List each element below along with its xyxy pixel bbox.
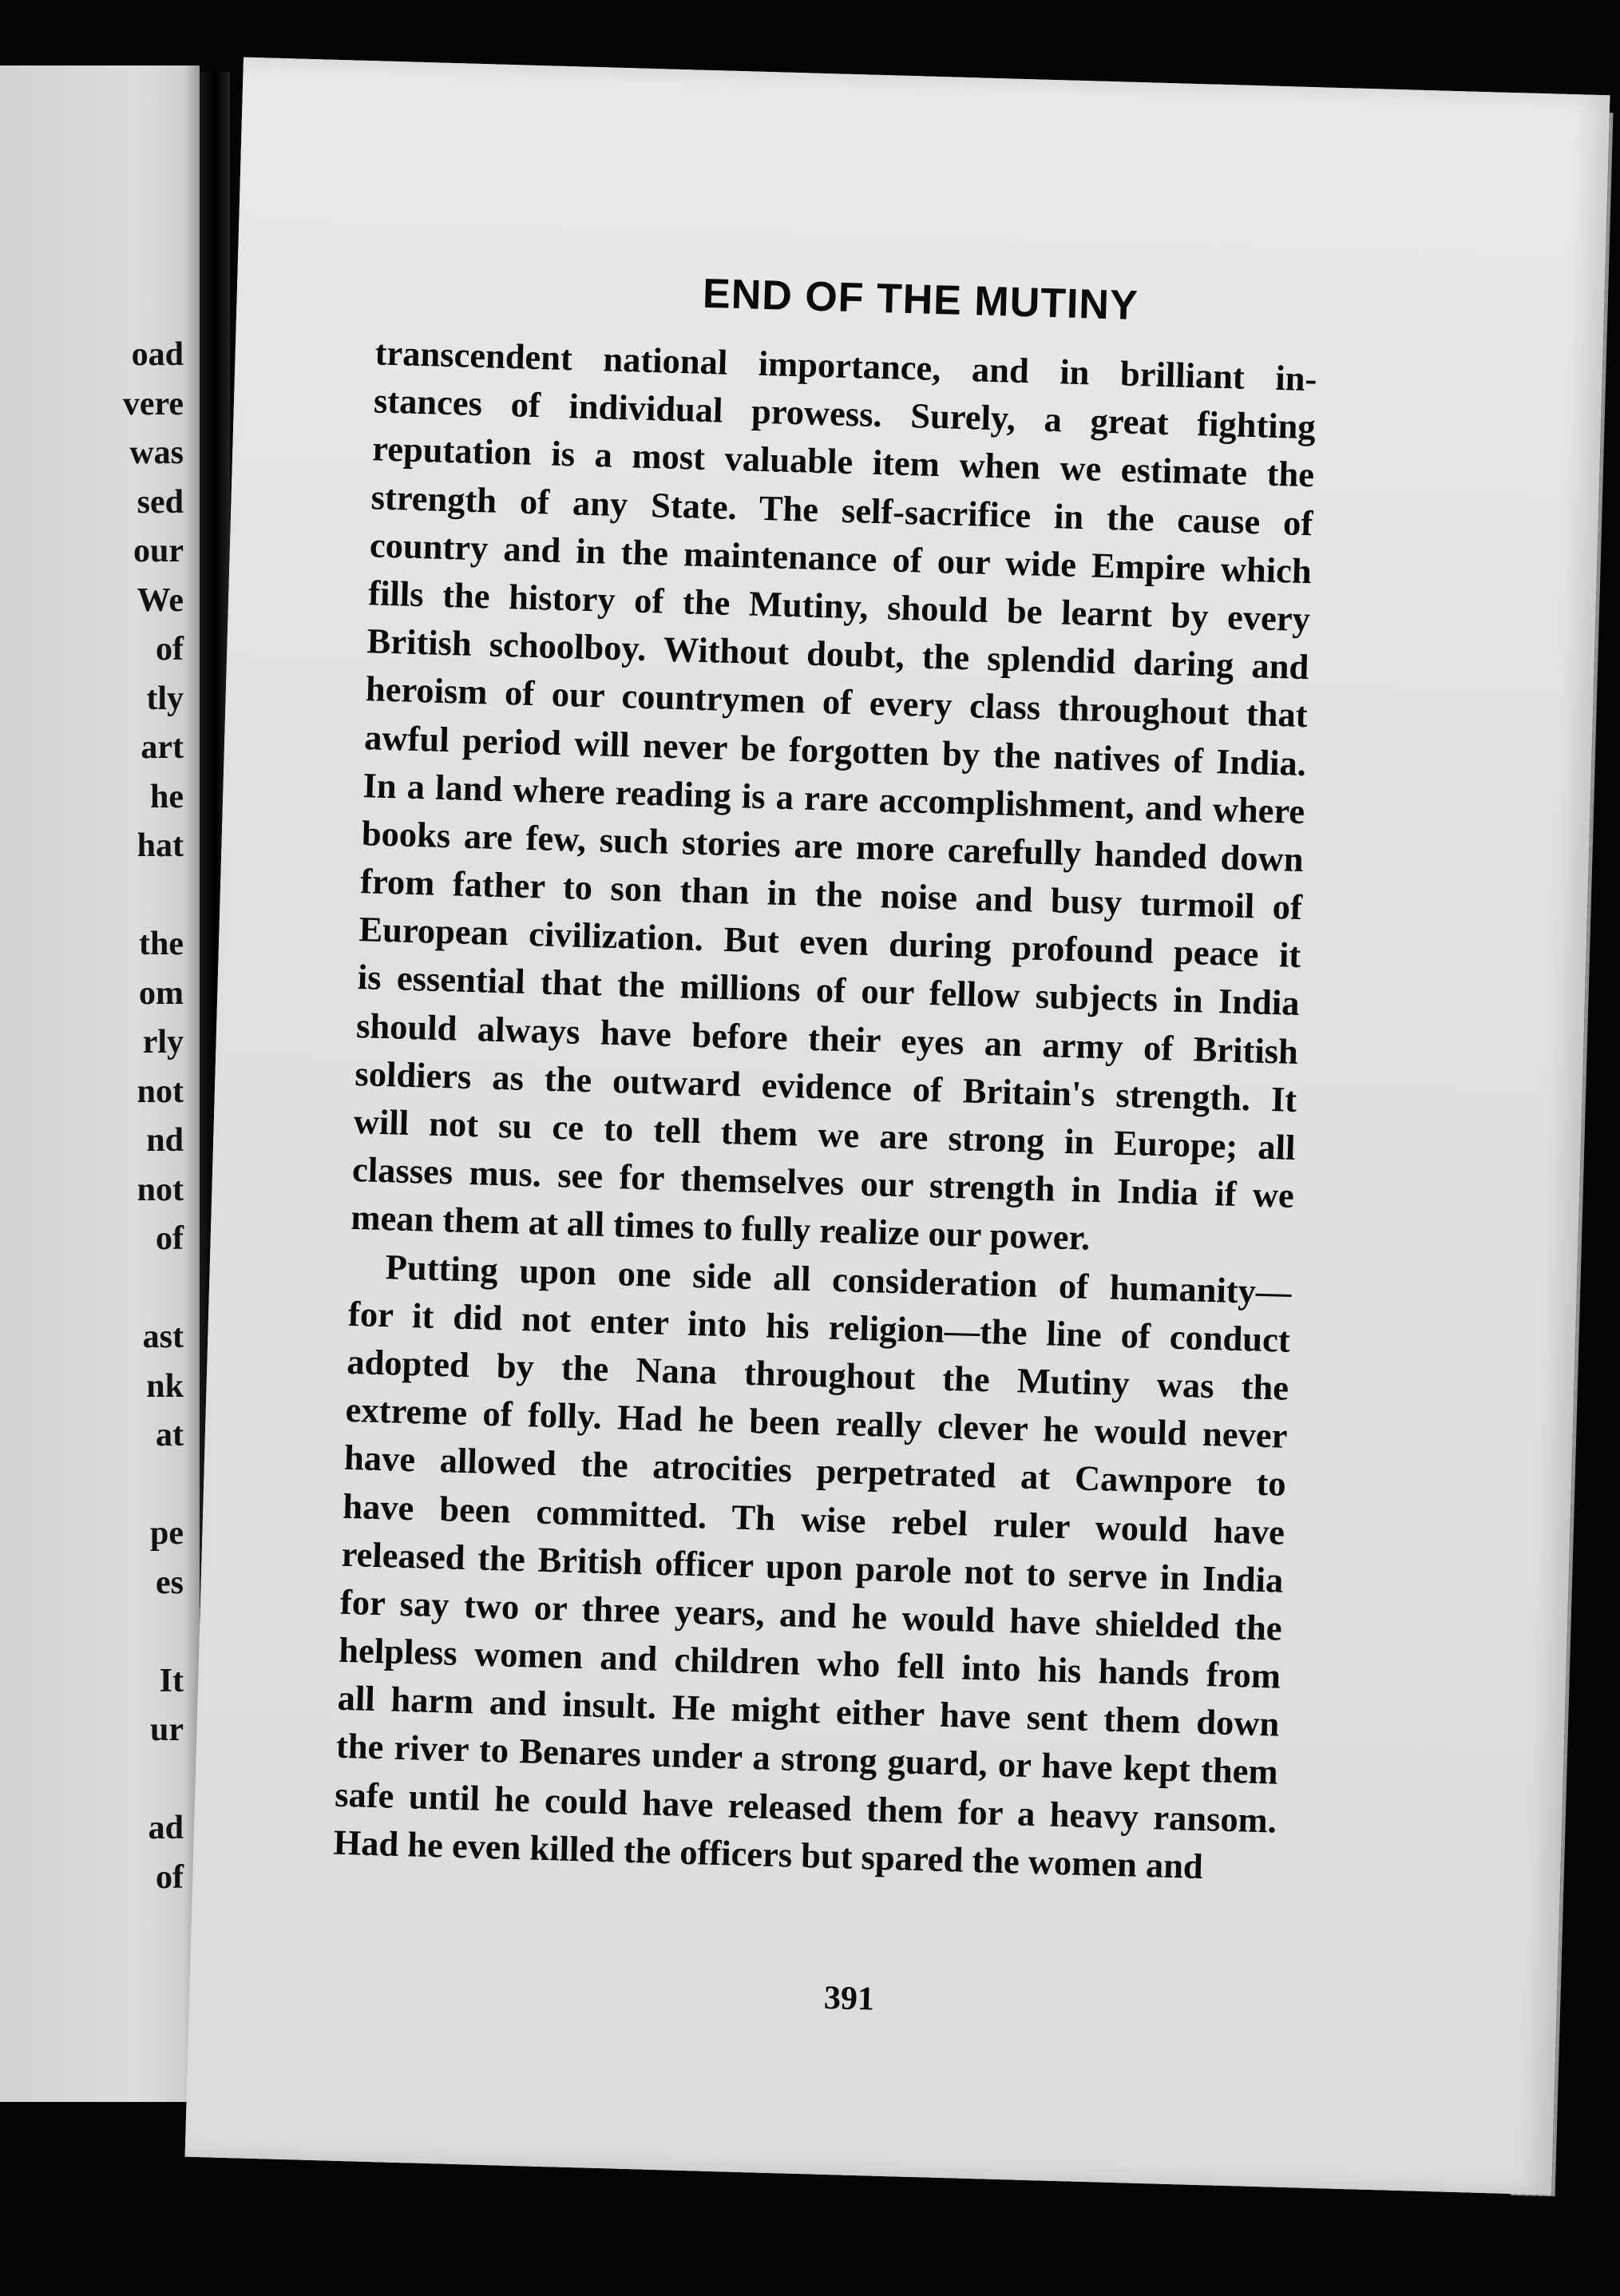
text-line: Putting upon one side all consideration of humanity— (385, 1246, 1293, 1312)
page-content (185, 57, 1610, 2195)
facing-page-fragment: nd (146, 1122, 184, 1159)
facing-page-fragment: es (156, 1564, 184, 1601)
facing-page-fragment: pe (150, 1515, 184, 1552)
facing-page-fragment: hat (137, 827, 184, 864)
text-line: Had he even killed the officers but spared the women and (332, 1822, 1204, 1886)
text-line: British schoolboy. Without doubt, the splendid daring and (366, 621, 1309, 688)
facing-page-fragment: of (156, 1858, 184, 1896)
text-line: all harm and insult. He might either have sent them down (337, 1677, 1280, 1744)
text-line: awful period will never be forgotten by the natives of India. (363, 716, 1307, 783)
text-line: stances of individual prowess. Surely, a great fighting (373, 380, 1317, 447)
page-number: 391 (823, 1979, 875, 2018)
text-line: the river to Benares under a strong guard, or have kept them (335, 1726, 1279, 1793)
text-line: classes mus. see for themselves our strength in India if we (351, 1149, 1295, 1216)
body-text (333, 328, 1317, 1892)
text-line: transcendent national importance, and in brilliant in- (374, 332, 1318, 399)
text-line: for it did not enter into his religion—the line of conduct (347, 1293, 1291, 1360)
text-line: for say two or three years, and he would have shielded the (339, 1581, 1283, 1648)
facing-page-fragment: was (129, 434, 184, 471)
text-line: have been committed. Th wise rebel ruler would have (342, 1485, 1285, 1552)
text-line: soldiers as the outward evidence of Britain's strength. It (354, 1053, 1297, 1120)
facing-page-fragment: nk (146, 1367, 184, 1405)
text-line: fills the history of the Mutiny, should be learnt by every (367, 573, 1311, 640)
facing-page-fragment: tly (146, 680, 184, 717)
facing-page-fragment: not (137, 1171, 184, 1208)
text-line: should always have before their eyes an army of British (355, 1005, 1299, 1072)
facing-page-fragment: sed (137, 483, 184, 521)
text-line: released the British officer upon parole not to serve in India (341, 1533, 1285, 1600)
facing-page-fragment: We (137, 581, 184, 619)
text-line: heroism of our countrymen of every class throughout that (365, 668, 1309, 736)
facing-page-fragment: rly (142, 1024, 184, 1061)
facing-page-fragment: ur (150, 1711, 184, 1748)
facing-page-fragment: vere (122, 385, 184, 422)
text-line: books are few, such stories are more carefully handed down (361, 813, 1305, 879)
text-line: country and in the maintenance of our wide Empire which (369, 525, 1313, 591)
text-line: mean them at all times to fully realize our power. (350, 1197, 1091, 1259)
running-header: END OF THE MUTINY (702, 270, 1139, 330)
text-line: have allowed the atrocities perpetrated at Cawnpore to (343, 1437, 1287, 1505)
facing-page-fragment: oad (131, 336, 184, 373)
text-line: safe until he could have released them for a heavy ransom. (334, 1774, 1277, 1841)
facing-page-fragment: ast (142, 1319, 184, 1355)
facing-page-fragment: art (141, 729, 184, 766)
text-line: reputation is a most valuable item when we estimate the (371, 428, 1315, 495)
text-line: extreme of folly. Had he been really clever he would never (345, 1389, 1289, 1456)
text-line: European civilization. But even during profound peace it (358, 909, 1301, 976)
text-line: helpless women and children who fell into his hands from (338, 1629, 1281, 1696)
facing-page-left (0, 65, 200, 2102)
main-page (185, 57, 1610, 2195)
text-line: is essential that the millions of our fellow subjects in India (357, 957, 1301, 1024)
facing-page-fragment: of (156, 631, 184, 668)
facing-page-fragment: at (156, 1417, 184, 1453)
text-line: adopted by the Nana throughout the Mutiny was the (346, 1341, 1289, 1408)
text-line: from father to son than in the noise and busy turmoil of (359, 861, 1303, 928)
facing-page-fragment: ad (148, 1810, 184, 1846)
facing-page-fragment: of (156, 1220, 184, 1257)
facing-page-fragment: om (139, 974, 184, 1012)
facing-page-fragment: It (159, 1662, 184, 1699)
text-line: In a land where reading is a rare accomplishment, and where (362, 764, 1305, 831)
facing-page-fragment: the (139, 926, 184, 962)
facing-page-fragment: not (137, 1073, 184, 1110)
text-line: strength of any State. The self-sacrifice in the cause of (370, 476, 1313, 543)
facing-page-fragment: our (133, 533, 184, 569)
facing-page-fragment: he (150, 778, 184, 815)
text-line: will not su ce to tell them we are strong in Europe; all (353, 1100, 1297, 1168)
